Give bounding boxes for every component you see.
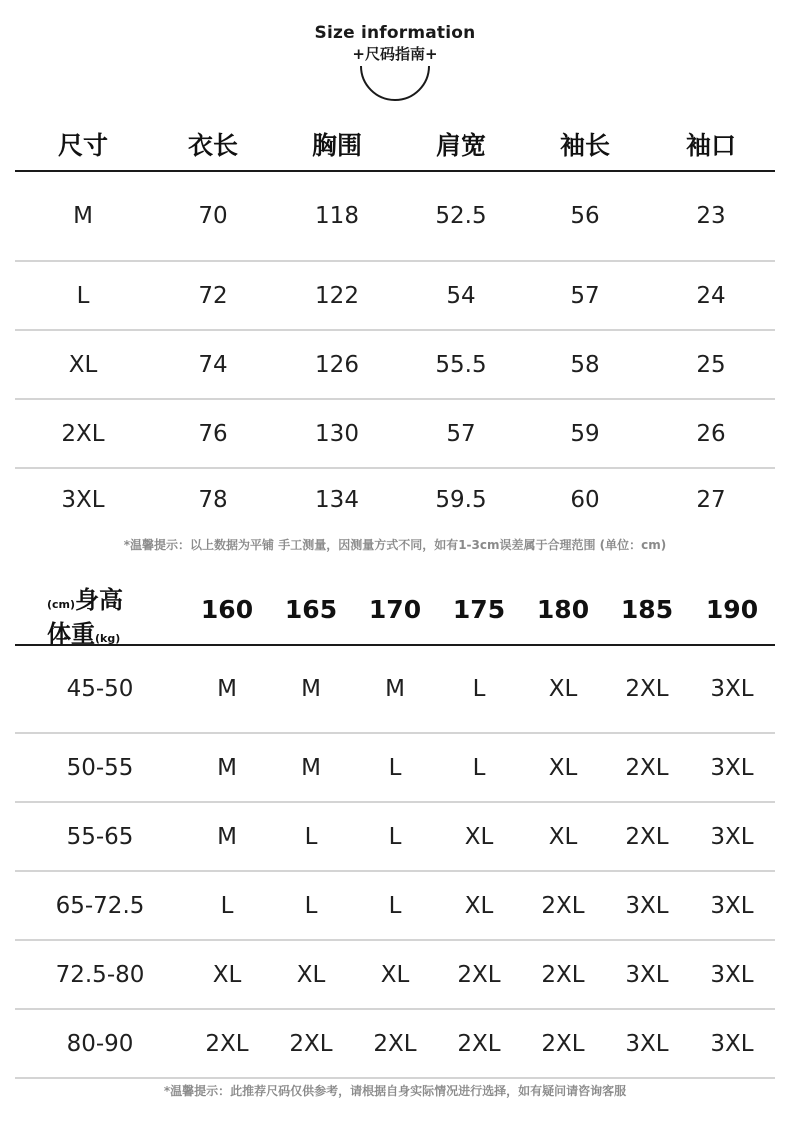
table-cell: 60 xyxy=(570,487,600,513)
weight-label-group xyxy=(47,614,120,649)
size-cell: 3XL xyxy=(689,871,775,940)
size-cell: 3XL xyxy=(689,1009,775,1078)
arc-decoration-icon xyxy=(355,64,435,104)
table-cell: 3XL xyxy=(61,487,105,513)
weight-range-cell: 50-55 xyxy=(15,733,185,802)
table-row xyxy=(15,171,775,261)
height-header: 165 xyxy=(269,574,353,645)
size-guide-header xyxy=(0,22,790,104)
table-row xyxy=(15,733,775,802)
size-cell: L xyxy=(353,802,437,871)
weight-range-cell: 72.5-80 xyxy=(15,940,185,1009)
table-row xyxy=(15,871,775,940)
height-label-group xyxy=(47,580,123,615)
table-cell: 59 xyxy=(523,399,647,468)
size-cell: 2XL xyxy=(521,871,605,940)
size-cell: 2XL xyxy=(437,940,521,1009)
height-header: 175 xyxy=(437,574,521,645)
size-cell: 2XL xyxy=(353,1009,437,1078)
height-unit: (cm) xyxy=(47,598,76,611)
size-cell: L xyxy=(353,733,437,802)
table-cell: 118 xyxy=(275,171,399,261)
table-cell: 134 xyxy=(315,487,359,513)
table-cell: XL xyxy=(15,330,151,399)
size-cell: 2XL xyxy=(185,1009,269,1078)
size-cell: L xyxy=(269,871,353,940)
column-header-chest: 胸围 xyxy=(275,118,399,171)
size-cell: XL xyxy=(185,940,269,1009)
table-cell: 25 xyxy=(647,330,775,399)
table-cell: 58 xyxy=(523,330,647,399)
size-cell: M xyxy=(185,802,269,871)
size-cell: XL xyxy=(353,940,437,1009)
measurement-table xyxy=(15,118,775,531)
table-cell: 52.5 xyxy=(399,171,523,261)
size-cell: L xyxy=(185,871,269,940)
table-cell: 126 xyxy=(275,330,399,399)
height-header: 180 xyxy=(521,574,605,645)
table-cell: M xyxy=(15,171,151,261)
column-header-length: 衣长 xyxy=(151,118,275,171)
table-cell: 59.5 xyxy=(435,487,487,513)
weight-range-cell: 55-65 xyxy=(15,802,185,871)
title-chinese: +尺码指南+ xyxy=(352,45,438,63)
table-row xyxy=(15,802,775,871)
size-cell: XL xyxy=(437,802,521,871)
weight-range-cell: 65-72.5 xyxy=(15,871,185,940)
size-cell: M xyxy=(353,645,437,733)
size-cell: XL xyxy=(437,871,521,940)
table-cell: 27 xyxy=(696,487,726,513)
height-header: 160 xyxy=(185,574,269,645)
table-row xyxy=(15,399,775,468)
title-english: Size information xyxy=(314,23,476,43)
size-cell: XL xyxy=(269,940,353,1009)
measurement-note: *温馨提示：以上数据为平铺 手工测量，因测量方式不同，如有1-3cm误差属于合理范围 (单位：cm) xyxy=(123,538,667,552)
table-row xyxy=(15,1009,775,1078)
size-cell: L xyxy=(437,645,521,733)
size-cell: L xyxy=(269,802,353,871)
size-cell: 3XL xyxy=(689,645,775,733)
table-cell: 57 xyxy=(523,261,647,330)
recommendation-note: *温馨提示：此推荐尺码仅供参考，请根据自身实际情况进行选择，如有疑问请咨询客服 xyxy=(163,1084,627,1098)
size-cell: 2XL xyxy=(437,1009,521,1078)
size-cell: XL xyxy=(521,802,605,871)
measurement-header-row xyxy=(15,118,775,171)
size-cell: 2XL xyxy=(269,1009,353,1078)
table-cell: 57 xyxy=(399,399,523,468)
table-cell: 55.5 xyxy=(399,330,523,399)
table-cell: 130 xyxy=(275,399,399,468)
column-header-shoulder: 肩宽 xyxy=(399,118,523,171)
table-row xyxy=(15,468,775,531)
size-cell: 2XL xyxy=(521,1009,605,1078)
table-cell: 54 xyxy=(399,261,523,330)
table-cell: 74 xyxy=(151,330,275,399)
table-cell: 23 xyxy=(647,171,775,261)
size-cell: 3XL xyxy=(605,1009,689,1078)
size-cell: 3XL xyxy=(689,802,775,871)
height-header: 190 xyxy=(689,574,775,645)
table-row xyxy=(15,261,775,330)
size-cell: 2XL xyxy=(605,733,689,802)
size-cell: 3XL xyxy=(605,940,689,1009)
size-recommendation-table xyxy=(15,574,775,1079)
size-cell: L xyxy=(353,871,437,940)
table-row xyxy=(15,940,775,1009)
table-cell: 2XL xyxy=(15,399,151,468)
height-weight-corner-header xyxy=(15,574,185,648)
table-cell: 26 xyxy=(647,399,775,468)
table-cell: 72 xyxy=(151,261,275,330)
recommendation-header-row xyxy=(15,574,775,645)
table-cell: 78 xyxy=(198,487,228,513)
size-cell: M xyxy=(185,645,269,733)
size-cell: 3XL xyxy=(689,940,775,1009)
height-header: 170 xyxy=(353,574,437,645)
height-label: 身高 xyxy=(75,586,124,614)
size-cell: M xyxy=(269,645,353,733)
weight-range-cell: 80-90 xyxy=(15,1009,185,1078)
table-cell: 24 xyxy=(647,261,775,330)
height-header: 185 xyxy=(605,574,689,645)
table-cell: 122 xyxy=(275,261,399,330)
table-cell: 70 xyxy=(151,171,275,261)
table-row xyxy=(15,330,775,399)
column-header-size: 尺寸 xyxy=(15,118,151,171)
size-cell: 2XL xyxy=(605,802,689,871)
table-cell: L xyxy=(15,261,151,330)
weight-range-cell: 45-50 xyxy=(15,645,185,733)
weight-label: 体重 xyxy=(47,620,95,648)
size-cell: M xyxy=(269,733,353,802)
table-row xyxy=(15,645,775,733)
size-cell: 3XL xyxy=(689,733,775,802)
column-header-cuff: 袖口 xyxy=(647,118,775,171)
size-cell: 3XL xyxy=(605,871,689,940)
size-cell: XL xyxy=(521,733,605,802)
size-cell: 2XL xyxy=(521,940,605,1009)
size-cell: L xyxy=(437,733,521,802)
size-cell: M xyxy=(185,733,269,802)
size-cell: XL xyxy=(521,645,605,733)
column-header-sleeve: 袖长 xyxy=(523,118,647,171)
weight-unit: (kg) xyxy=(95,632,121,645)
table-cell: 56 xyxy=(523,171,647,261)
table-cell: 76 xyxy=(151,399,275,468)
size-cell: 2XL xyxy=(605,645,689,733)
